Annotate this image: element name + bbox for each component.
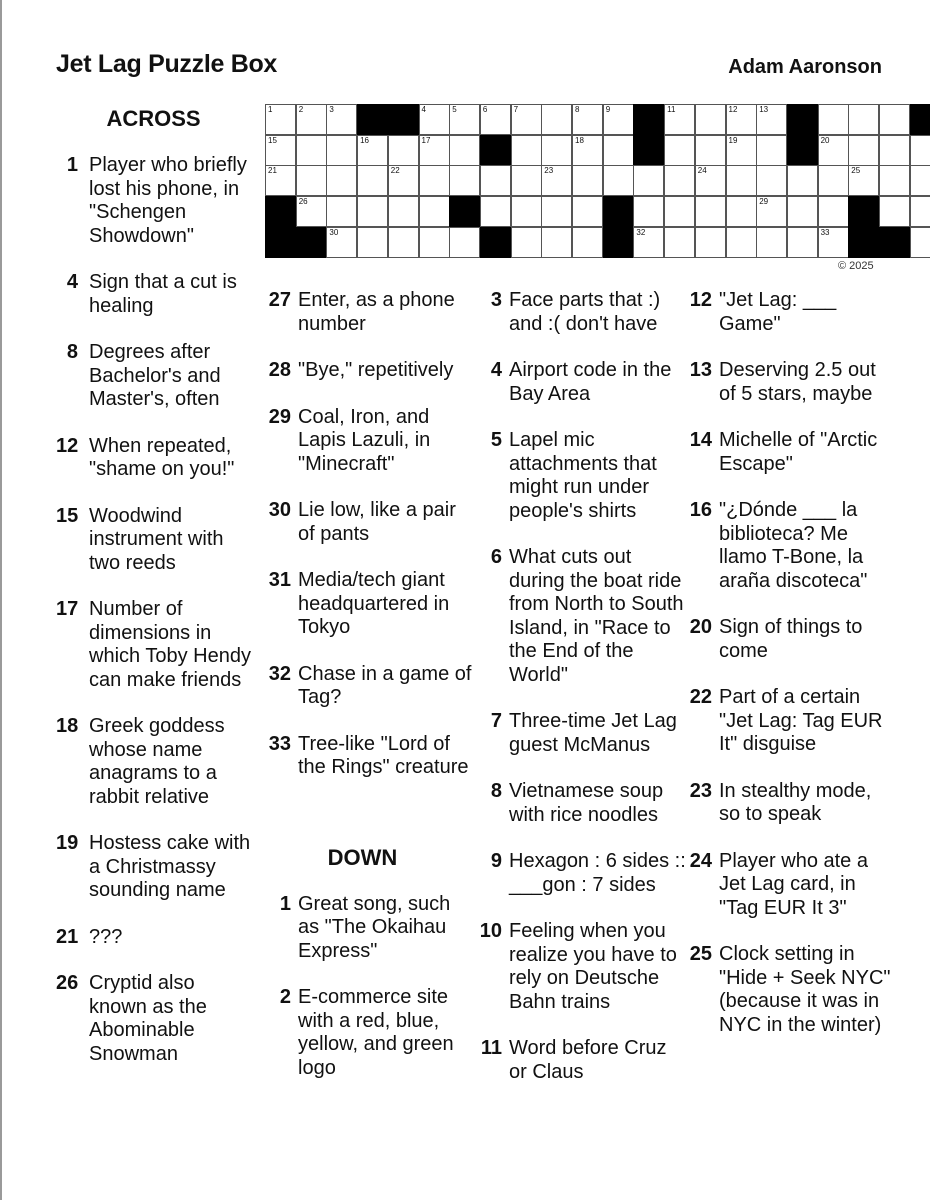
clue-text: "¿Dónde ___ la biblioteca? Me llamo T-Bone, la araña discoteca" (719, 499, 868, 592)
across-clue-1[interactable] (56, 154, 256, 248)
clue-text: Airport code in the Bay Area (509, 359, 672, 405)
clue-number: 24 (689, 849, 712, 872)
clue-number: 14 (689, 429, 712, 451)
clue-text: Chase in a game of Tag? (298, 662, 472, 708)
black-square (388, 104, 419, 135)
grid-cell[interactable] (511, 196, 542, 227)
grid-cell[interactable] (265, 165, 296, 196)
across-clue-27[interactable] (265, 289, 475, 336)
down-clue-1[interactable] (265, 893, 475, 964)
across-clue-31[interactable] (265, 569, 475, 640)
grid-cell[interactable] (695, 227, 726, 258)
cell-number: 29 (759, 197, 769, 207)
across-clue-17[interactable] (56, 598, 256, 692)
puzzle-author: Adam Aaronson (728, 56, 882, 78)
clue-text: Deserving 2.5 out of 5 stars, maybe (719, 359, 876, 405)
grid-cell[interactable] (695, 165, 726, 196)
clue-text: ??? (89, 925, 123, 948)
clue-text: "Jet Lag: ___ Game" (719, 289, 837, 335)
grid-cell[interactable] (818, 135, 849, 166)
clue-text: Cryptid also known as the Abominable Snowman (89, 972, 207, 1065)
cell-number: 15 (268, 135, 277, 145)
down-clue-24[interactable] (686, 850, 896, 921)
across-clue-30[interactable] (265, 499, 475, 546)
grid-cell[interactable] (572, 165, 603, 196)
grid-cell[interactable] (664, 104, 695, 135)
grid-cell[interactable] (419, 135, 450, 166)
clue-text: Vietnamese soup with rice noodles (509, 780, 664, 826)
grid-cell[interactable] (910, 135, 930, 166)
grid-cell[interactable] (326, 165, 357, 196)
grid-cell[interactable] (326, 196, 357, 227)
clue-number: 31 (268, 569, 291, 591)
grid-cell[interactable] (511, 135, 542, 166)
clue-number: 30 (268, 499, 291, 521)
clue-number: 5 (490, 429, 502, 451)
down-clue-23[interactable] (686, 780, 896, 827)
black-square (633, 104, 664, 135)
black-square (480, 227, 511, 258)
clue-number: 11 (480, 1037, 502, 1059)
grid-cell[interactable] (419, 196, 450, 227)
down-clue-3[interactable] (476, 289, 686, 336)
clue-text: Number of dimensions in which Toby Hendy can make friends (89, 598, 251, 691)
black-square (449, 196, 480, 227)
black-square (910, 104, 930, 135)
down-clue-25[interactable] (686, 943, 896, 1037)
black-square (480, 135, 511, 166)
cell-number: 21 (268, 166, 277, 176)
clue-number: 9 (490, 850, 502, 872)
cell-number: 6 (482, 105, 488, 114)
grid-cell[interactable] (419, 165, 450, 196)
down-clue-16[interactable] (686, 499, 896, 593)
clue-number: 20 (689, 616, 712, 638)
clue-text: Lie low, like a pair of pants (298, 499, 456, 545)
clue-number: 4 (66, 271, 78, 293)
clue-text: Lapel mic attachments that might run under people's shirts (509, 429, 657, 522)
cell-number: 17 (421, 135, 431, 145)
clue-number: 29 (268, 405, 291, 428)
grid-cell[interactable] (756, 227, 787, 258)
cell-number: 25 (851, 166, 861, 176)
grid-cell[interactable] (511, 165, 542, 196)
clue-text: Tree-like "Lord of the Rings" creature (298, 732, 469, 778)
cell-number: 4 (421, 105, 426, 114)
grid-cell[interactable] (541, 196, 572, 227)
cell-number: 8 (575, 105, 580, 114)
grid-cell[interactable] (726, 227, 757, 258)
down-clue-6[interactable] (476, 546, 686, 687)
grid-cell[interactable] (633, 165, 664, 196)
clue-text: Michelle of "Arctic Escape" (719, 429, 878, 475)
page-edge (0, 0, 2, 1200)
grid-cell[interactable] (756, 104, 787, 135)
grid-cell[interactable] (818, 104, 849, 135)
cell-number: 5 (452, 105, 457, 114)
down-clue-12[interactable] (686, 289, 896, 336)
across-clue-4[interactable] (56, 271, 256, 318)
grid-cell[interactable] (818, 165, 849, 196)
clue-text: Part of a certain "Jet Lag: Tag EUR It" disguise (719, 686, 883, 755)
cell-number: 9 (605, 105, 611, 114)
down-clue-8[interactable] (476, 780, 686, 827)
down-clue-5[interactable] (476, 429, 686, 523)
grid-cell[interactable] (726, 196, 757, 227)
down-clue-7[interactable] (476, 710, 686, 757)
clue-text: Face parts that :) and :( don't have (509, 289, 661, 335)
grid-cell[interactable] (480, 196, 511, 227)
cell-number: 30 (329, 227, 339, 237)
clue-text: When repeated, "shame on you!" (89, 434, 235, 480)
clue-text: "Bye," repetitively (298, 359, 454, 381)
across-column-1 (56, 154, 256, 1089)
grid-cell[interactable] (787, 165, 818, 196)
clue-number: 21 (56, 925, 79, 948)
black-square (879, 227, 910, 258)
down-heading: DOWN (327, 844, 398, 870)
copyright: © 2025 (838, 260, 874, 272)
clue-text: E-commerce site with a red, blue, yellow, and green logo (298, 986, 454, 1079)
clue-number: 10 (479, 920, 502, 942)
grid-cell[interactable] (695, 196, 726, 227)
grid-cell[interactable] (756, 196, 787, 227)
grid-cell[interactable] (419, 104, 450, 135)
across-clues-continued (265, 289, 475, 780)
grid-cell[interactable] (726, 104, 757, 135)
clue-number: 15 (56, 504, 79, 527)
clue-text: Sign that a cut is healing (89, 271, 237, 317)
grid-cell[interactable] (756, 135, 787, 166)
cell-number: 2 (298, 105, 304, 114)
cell-number: 1 (268, 105, 273, 114)
grid-cell[interactable] (388, 135, 419, 166)
grid-cell[interactable] (633, 196, 664, 227)
clue-number: 18 (56, 715, 79, 737)
across-clue-32[interactable] (265, 663, 475, 710)
cell-number: 24 (697, 166, 707, 176)
grid-cell[interactable] (818, 227, 849, 258)
down-column-2 (476, 289, 686, 1107)
black-square (848, 227, 879, 258)
grid-cell[interactable] (664, 196, 695, 227)
clue-number: 25 (689, 943, 712, 965)
clue-text: Word before Cruz or Claus (509, 1037, 667, 1083)
crossword-grid (265, 104, 930, 258)
cell-number: 7 (513, 105, 519, 114)
grid-cell[interactable] (480, 165, 511, 196)
grid-cell[interactable] (296, 165, 327, 196)
clue-text: Woodwind instrument with two reeds (89, 504, 224, 574)
grid-cell[interactable] (357, 135, 388, 166)
grid-cell[interactable] (603, 135, 634, 166)
grid-cell[interactable] (910, 165, 930, 196)
cell-number: 32 (636, 227, 646, 237)
grid-cell[interactable] (265, 135, 296, 166)
grid-cell[interactable] (695, 135, 726, 166)
cell-number: 16 (360, 135, 369, 145)
clue-number: 8 (66, 341, 78, 363)
grid-cell[interactable] (603, 165, 634, 196)
clue-number: 23 (689, 779, 712, 802)
down-column-3 (686, 289, 896, 1060)
clue-text: Sign of things to come (719, 616, 863, 662)
across-clue-18[interactable] (56, 715, 256, 809)
grid-cell[interactable] (572, 227, 603, 258)
cell-number: 19 (728, 135, 738, 145)
grid-cell[interactable] (910, 196, 930, 227)
grid-cell[interactable] (357, 227, 388, 258)
clue-number: 1 (279, 892, 291, 915)
across-heading: ACROSS (106, 106, 201, 131)
clue-number: 26 (56, 972, 79, 994)
grid-cell[interactable] (572, 104, 603, 135)
cell-number: 13 (759, 105, 769, 114)
clue-number: 32 (268, 662, 291, 685)
clue-number: 19 (56, 832, 79, 854)
grid-cell[interactable] (695, 104, 726, 135)
grid-cell[interactable] (848, 135, 879, 166)
black-square (603, 196, 634, 227)
clue-text: Hexagon : 6 sides :: ___gon : 7 sides (509, 850, 686, 896)
clue-text: Player who ate a Jet Lag card, in "Tag EUR It 3" (719, 849, 868, 919)
clue-text: Enter, as a phone number (298, 289, 455, 335)
cell-number: 11 (667, 105, 676, 114)
grid-cell[interactable] (818, 196, 849, 227)
cell-number: 20 (820, 135, 830, 145)
grid-cell[interactable] (326, 104, 357, 135)
clue-text: What cuts out during the boat ride from North to South Island, in "Race to the End of the World" (509, 546, 684, 686)
grid-cell[interactable] (848, 165, 879, 196)
grid-cell[interactable] (511, 104, 542, 135)
grid-cell[interactable] (787, 227, 818, 258)
grid-cell[interactable] (541, 227, 572, 258)
black-square (787, 135, 818, 166)
down-clue-14[interactable] (686, 429, 896, 476)
clue-number: 2 (279, 986, 291, 1008)
grid-cell[interactable] (848, 104, 879, 135)
grid-cell[interactable] (449, 227, 480, 258)
grid-cell[interactable] (664, 227, 695, 258)
down-clue-9[interactable] (476, 850, 686, 897)
clue-text: Media/tech giant headquartered in Tokyo (298, 569, 450, 638)
black-square (296, 227, 327, 258)
grid-cell[interactable] (388, 196, 419, 227)
across-clue-28[interactable] (265, 359, 475, 383)
grid-cell[interactable] (541, 135, 572, 166)
grid-cell[interactable] (664, 165, 695, 196)
clue-number: 13 (689, 359, 712, 381)
clue-text: Degrees after Bachelor's and Master's, often (89, 341, 221, 410)
black-square (265, 227, 296, 258)
clue-number: 28 (268, 359, 291, 381)
cell-number: 23 (544, 166, 554, 176)
clue-text: Hostess cake with a Christmassy sounding name (89, 832, 251, 901)
grid-cell[interactable] (541, 104, 572, 135)
clue-number: 12 (56, 434, 79, 457)
across-clue-21[interactable] (56, 926, 256, 950)
across-clue-29[interactable] (265, 406, 475, 477)
grid-cell[interactable] (326, 227, 357, 258)
clue-text: In stealthy mode, so to speak (719, 779, 872, 825)
clue-number: 16 (689, 499, 712, 521)
across-clue-12[interactable] (56, 435, 256, 482)
cell-number: 26 (298, 197, 308, 207)
clue-number: 3 (490, 289, 502, 311)
grid-cell[interactable] (388, 165, 419, 196)
cell-number: 22 (390, 166, 400, 176)
grid-cell[interactable] (726, 135, 757, 166)
down-clue-22[interactable] (686, 686, 896, 757)
across-clue-33[interactable] (265, 733, 475, 780)
grid-cell[interactable] (541, 165, 572, 196)
clue-number: 33 (268, 732, 291, 755)
puzzle-title: Jet Lag Puzzle Box (56, 50, 278, 78)
clue-number: 22 (689, 686, 712, 708)
clue-text: Player who briefly lost his phone, in "Schengen Showdown" (89, 154, 247, 247)
grid-cell[interactable] (296, 135, 327, 166)
clue-number: 7 (490, 710, 502, 732)
clue-text: Coal, Iron, and Lapis Lazuli, in "Minecraft" (298, 405, 431, 475)
clue-number: 4 (490, 359, 502, 381)
grid-cell[interactable] (910, 227, 930, 258)
down-clue-20[interactable] (686, 616, 896, 663)
clue-number: 1 (66, 154, 78, 176)
clue-number: 27 (268, 289, 291, 311)
black-square (633, 135, 664, 166)
clue-text: Greek goddess whose name anagrams to a rabbit relative (89, 715, 225, 808)
grid-cell[interactable] (726, 165, 757, 196)
grid-cell[interactable] (449, 165, 480, 196)
grid-cell[interactable] (296, 196, 327, 227)
grid-cell[interactable] (787, 196, 818, 227)
grid-cell[interactable] (664, 135, 695, 166)
down-clue-4[interactable] (476, 359, 686, 406)
down-clues-start (265, 893, 475, 1081)
grid-cell[interactable] (449, 135, 480, 166)
across-clue-26[interactable] (56, 972, 256, 1066)
black-square (787, 104, 818, 135)
across-clue-8[interactable] (56, 341, 256, 412)
grid-cell[interactable] (756, 165, 787, 196)
clue-text: Three-time Jet Lag guest McManus (509, 710, 677, 756)
down-clue-13[interactable] (686, 359, 896, 406)
cell-number: 12 (728, 105, 738, 114)
grid-cell[interactable] (449, 104, 480, 135)
across-clue-15[interactable] (56, 505, 256, 576)
across-column-2 (265, 289, 475, 1103)
black-square (357, 104, 388, 135)
grid-cell[interactable] (572, 135, 603, 166)
grid-cell[interactable] (265, 104, 296, 135)
grid-cell[interactable] (511, 227, 542, 258)
grid-cell[interactable] (603, 104, 634, 135)
clue-number: 6 (490, 546, 502, 568)
grid-cell[interactable] (357, 165, 388, 196)
grid-cell[interactable] (326, 135, 357, 166)
clue-number: 8 (490, 780, 502, 802)
clue-text: Great song, such as "The Okaihau Express" (298, 892, 451, 962)
across-clue-19[interactable] (56, 832, 256, 903)
grid-cell[interactable] (480, 104, 511, 135)
black-square (848, 196, 879, 227)
grid-cell[interactable] (879, 135, 910, 166)
cell-number: 33 (820, 227, 830, 237)
black-square (603, 227, 634, 258)
grid-cell[interactable] (296, 104, 327, 135)
clue-text: Feeling when you realize you have to rely on Deutsche Bahn trains (509, 920, 677, 1013)
cell-number: 3 (329, 105, 334, 114)
grid-cell[interactable] (419, 227, 450, 258)
grid-cell[interactable] (388, 227, 419, 258)
grid-cell[interactable] (572, 196, 603, 227)
clue-number: 17 (56, 598, 79, 620)
cell-number: 18 (575, 135, 584, 145)
clue-text: Clock setting in "Hide + Seek NYC" (because it was in NYC in the winter) (719, 943, 891, 1036)
grid-cell[interactable] (879, 196, 910, 227)
clue-number: 12 (689, 289, 712, 311)
down-clue-10[interactable] (476, 920, 686, 1014)
grid-cell[interactable] (879, 104, 910, 135)
down-clue-2[interactable] (265, 986, 475, 1080)
grid-cell[interactable] (357, 196, 388, 227)
black-square (265, 196, 296, 227)
down-clue-11[interactable] (476, 1037, 686, 1084)
grid-cell[interactable] (879, 165, 910, 196)
grid-cell[interactable] (633, 227, 664, 258)
